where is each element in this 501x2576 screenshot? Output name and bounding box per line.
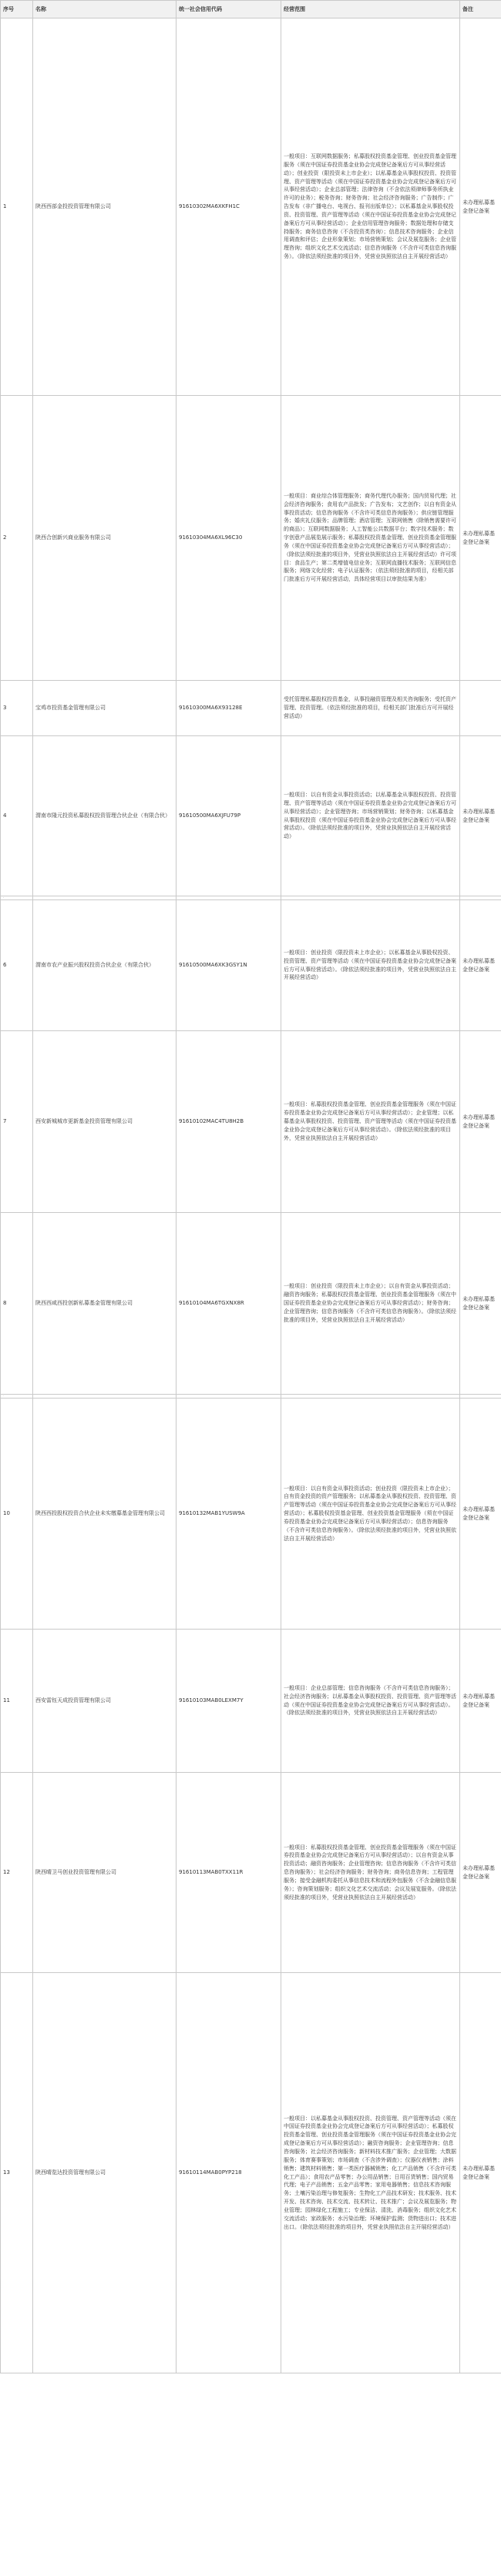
row-scope-text: 一般项目：企业总部管理；信息咨询服务（不含许可类信息咨询服务）；社会经济咨询服务；以私募基金从事股权投资、投资管理、资产管理等活动（须在中国证券投资基金业协会完成登记备案后方可从事经营活动）。（除依法须经批准的项目外，凭营业执照依法自主开展经营活动） [284,1684,456,1717]
row-scope-text: 一般项目：互联网数据服务；私募股权投资基金管理、创业投资基金管理服务（须在中国证券投资基金业协会完成登记备案后方可从事经营活动）；创业投资（限投资未上市企业）；以私募基金从事股权投资、投资管理、资产管理等活动（须在中国证券投资基金业协会完成登记备案后方可从事经营活动）；企业总部管理；法律咨询（不含依法须律师事务所执业许可的业务）；税务咨询；财务咨询；社会经济咨询服务；广告制作；广告发布（非广播电台、电视台、报刊出版单位）；以私募基金从事股权投资、投资管理、资产管理等活动（须在中国证券投资基金业协会完成登记备案后方可从事经营活动）；企业信用管理咨询服务；数据处理和存储支持服务；商务信息咨询（不含投资类咨询）；信息技术咨询服务；企业信用调查和评估；企业形象策划；市场营销策划；会议及展览服务；企业管理咨询；组织文化艺术交流活动；信息咨询服务（不含许可类信息咨询服务）。（除依法须经批准的项目外，凭营业执照依法自主开展经营活动） [284,153,456,260]
row-scope-text: 一般项目：私募股权投资基金管理、创业投资基金管理服务（须在中国证券投资基金业协会完成登记备案后方可从事经营活动）；以自有资金从事投资活动；融资咨询服务；企业管理咨询；信息咨询服务（不含许可类信息咨询服务）；社会经济咨询服务；财务咨询；商务信息咨询；工程管理服务；接受金融机构委托从事信息技术和流程外包服务（不含金融信息服务）；咨询策划服务；组织文化艺术交流活动；会议及展览服务。（除依法须经批准的项目外，凭营业执照依法自主开展经营活动） [284,1844,456,1901]
row-no: 6 [1,900,33,1031]
row-no: 2 [1,396,33,681]
header-no: 序号 [1,1,33,18]
row-no: 8 [1,1213,33,1395]
row-note: 未办理私募基金登记备案 [460,1773,501,1973]
row-no: 1 [1,18,33,396]
row-code: 91610302MA6XKFH1C [177,18,281,396]
row-scope-text: 受托管理私募股权投资基金，从事投融资管理及相关咨询服务；受托资产管理、投资管理。（依法须经批准的项目，经相关部门批准后方可开展经营活动） [284,696,456,719]
row-code: 91610104MA6TGXNX8R [177,1213,281,1395]
row-scope-text: 一般项目：以私募基金从事股权投资、投资管理、资产管理等活动（须在中国证券投资基金业协会完成登记备案后方可从事经营活动）；私募股权投资基金管理、创业投资基金管理服务（须在中国证券投资基金业协会完成登记备案后方可从事经营活动）；融资咨询服务；企业管理咨询；信息咨询服务；社会经济咨询服务；新材料技术推广服务；企业管理；大数据服务；体育赛事策划；市场调查（不含涉外调查）；仪器仪表销售；涂料销售；建筑材料销售；第一类医疗器械销售；化工产品销售（不含许可类化工产品）；食用农产品零售；办公用品销售；日用百货销售；国内贸易代理；电子产品销售；五金产品零售；家用电器销售；信息技术咨询服务；土壤污染治理与修复服务；生物化工产品技术研发；技术服务、技术开发、技术咨询、技术交流、技术转让、技术推广；会议及展览服务；物业管理；园林绿化工程施工；专业保洁、清洗、消毒服务；组织文化艺术交流活动；家政服务；水污染治理；环境保护监测；货物进出口；技术进出口。（除依法须经批准的项目外，凭营业执照依法自主开展经营活动） [284,2115,456,2230]
table-row [1,681,501,736]
row-no: 7 [1,1031,33,1213]
row-no: 3 [1,681,33,736]
row-note: 未办理私募基金登记备案 [460,1031,501,1213]
row-name: 西安新城城市更新基金投资管理有限公司 [33,1031,177,1213]
row-scope [281,681,460,736]
row-note: 未办理私募基金登记备案 [460,900,501,1031]
table-row [1,18,501,396]
row-code: 91610500MA6XK3GSY1N [177,900,281,1031]
row-name: 渭南市农产业振兴股权投资合伙企业（有限合伙） [33,900,177,1031]
row-scope [281,1399,460,1630]
row-name: 陕西合创新兴商业服务有限公司 [33,396,177,681]
row-note: 未办理私募基金登记备案 [460,396,501,681]
row-scope [281,1773,460,1973]
row-code: 91610103MAB0LEXM7Y [177,1630,281,1773]
row-code: 91610300MA6X93128E [177,681,281,736]
row-scope-text: 一般项目：创业投资（限投资未上市企业）；以私募基金从事股权投资、投资管理、资产管理等活动（须在中国证券投资基金业协会完成登记备案后方可从事经营活动）。（除依法须经批准的项目外，凭营业执照依法自主开展经营活动） [284,949,456,981]
header-note: 备注 [460,1,501,18]
table-row [1,1031,501,1213]
header-code: 统一社会信用代码 [177,1,281,18]
row-note: 未办理私募基金登记备案 [460,1630,501,1773]
table-row [1,1973,501,2373]
table-row [1,1773,501,1973]
row-code: 91610500MA6XJFU79P [177,736,281,896]
row-note: 未办理私募基金登记备案 [460,1973,501,2373]
row-name: 西安雷钰天成投资管理有限公司 [33,1630,177,1773]
row-scope-text: 一般项目：私募股权投资基金管理、创业投资基金管理服务（须在中国证券投资基金业协会完成登记备案后方可从事经营活动）；企业管理；以私募基金从事股权投资、投资管理、资产管理等活动（须在中国证券投资基金业协会完成登记备案后方可从事经营活动）。（除依法须经批准的项目外，凭营业执照依法自主开展经营活动） [284,1101,456,1141]
row-code: 91610132MAB1YUSW9A [177,1399,281,1630]
row-scope [281,396,460,681]
row-scope-text: 一般项目：以自有资金从事投资活动；以私募基金从事股权投资、投资管理、资产管理等活动（须在中国证券投资基金业协会完成登记备案后方可从事经营活动）；企业管理咨询；市场营销策划；财务咨询；以私募基金从事股权投资（须在中国证券投资基金业协会完成登记备案后方可从事经营活动）。（除依法须经批准的项目外，凭营业执照依法自主开展经营活动） [284,791,456,840]
row-note: 未办理私募基金登记备案 [460,1213,501,1395]
row-scope [281,900,460,1031]
row-note [460,681,501,736]
row-note: 未办理私募基金登记备案 [460,18,501,396]
row-no: 13 [1,1973,33,2373]
row-note: 未办理私募基金登记备案 [460,1399,501,1630]
row-scope [281,1031,460,1213]
table-header-row [1,1,501,18]
row-scope [281,736,460,896]
header-scope: 经营范围 [281,1,460,18]
row-scope [281,1973,460,2373]
row-no: 5 [1,896,33,900]
row-code: 91610114MAB0PYP218 [177,1973,281,2373]
row-name: 陕西晴览达投资管理有限公司 [33,1973,177,2373]
row-scope [281,1630,460,1773]
row-name: 陕西西部金投投资管理有限公司 [33,18,177,396]
table-row [1,1630,501,1773]
row-name: 陕西晴卫马创业投资管理有限公司 [33,1773,177,1973]
row-no: 9 [1,1395,33,1399]
table-row [1,1399,501,1630]
row-note: 未办理私募基金登记备案 [460,736,501,896]
row-scope-text: 一般项目：以自有资金从事投资活动；创业投资（限投资未上市企业）；自有资金投资的资产管理服务；以私募基金从事股权投资、投资管理、资产管理等活动（须在中国证券投资基金业协会完成登记备案后方可从事经营活动）；私募股权投资基金管理、创业投资基金管理服务（须在中国证券投资基金业协会完成登记备案后方可从事经营活动）；信息咨询服务（不含许可类信息咨询服务）。（除依法须经批准的项目外，凭营业执照依法自主开展经营活动） [284,1485,456,1542]
table-row [1,396,501,681]
row-scope [281,18,460,396]
row-no: 4 [1,736,33,896]
row-name: 宝鸡市投资基金管理有限公司 [33,681,177,736]
row-scope [281,1213,460,1395]
row-name: 陕西西投股权投资合伙企业未实缴募基金管理有限公司 [33,1399,177,1630]
table-row [1,900,501,1031]
row-name: 陕西西咸西投创新私募基金管理有限公司 [33,1213,177,1395]
row-name: 渭南市隆元投资私募股权投资管理合伙企业（有限合伙） [33,736,177,896]
row-no: 10 [1,1399,33,1630]
header-name: 名称 [33,1,177,18]
row-code: 91610113MAB0TXX11R [177,1773,281,1973]
row-scope-text: 一般项目：创业投资（限投资未上市企业）；以自有资金从事投资活动；融资咨询服务；私募股权投资基金管理、创业投资基金管理服务（须在中国证券投资基金业协会完成登记备案后方可从事经营活动）；财务咨询；企业管理咨询；信息咨询服务（不含许可类信息咨询服务）。（除依法须经批准的项目外，凭营业执照依法自主开展经营活动） [284,1283,456,1323]
row-no: 11 [1,1630,33,1773]
table-row [1,736,501,896]
row-no: 12 [1,1773,33,1973]
row-code: 91610102MAC4TU8H2B [177,1031,281,1213]
row-code: 91610304MA6XL96C30 [177,396,281,681]
row-scope-text: 一般项目：商业综合体管理服务；商务代理代办服务；国内贸易代理；社会经济咨询服务；食用农产品批发；广告发布；文艺创作；以自有资金从事投资活动；信息咨询服务（不含许可类信息咨询服务）；供应链管理服务；婚庆礼仪服务；品牌管理；酒店管理；互联网销售（除销售需要许可的商品）；互联网数据服务；人工智能公共数据平台；数字技术服务；数字创意产品展览展示服务；私募股权投资基金管理、创业投资基金管理服务（须在中国证券投资基金业协会完成登记备案后方可从事经营活动）；（除依法须经批准的项目外，凭营业执照依法自主开展经营活动）许可项目：食品生产；第二类增值电信业务；互联网直播技术服务；互联网信息服务；网络文化经营；电子认证服务；（依法须经批准的项目，经相关部门批准后方可开展经营活动，具体经营项目以审批结果为准） [284,492,456,583]
table-row [1,1213,501,1395]
